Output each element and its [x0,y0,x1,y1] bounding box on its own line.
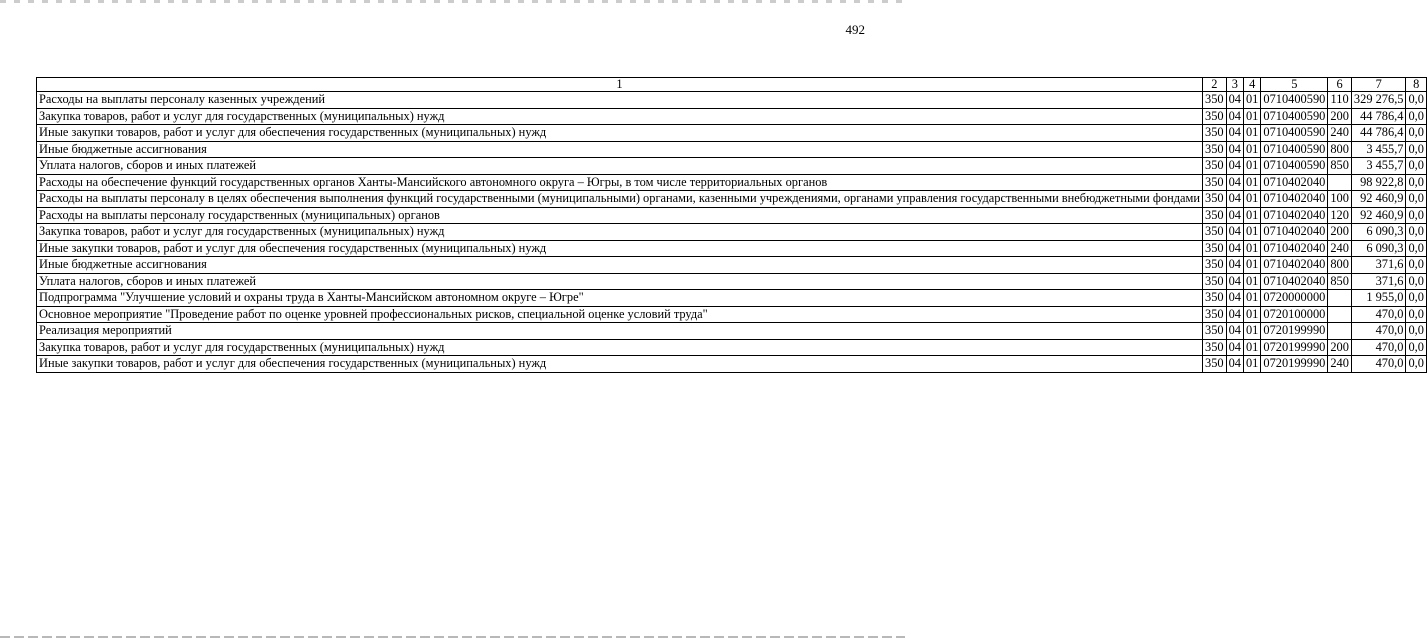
row-expense-type: 850 [1328,273,1352,290]
row-change: 0,0 [1406,158,1427,175]
row-subsection-code: 01 [1243,191,1260,208]
row-expense-type: 240 [1328,125,1352,142]
row-ministry-code: 350 [1203,108,1227,125]
row-change: 0,0 [1406,257,1427,274]
row-target-article: 0710402040 [1261,224,1328,241]
row-ministry-code: 350 [1203,92,1227,109]
table-header [37,78,1427,92]
row-change: 0,0 [1406,356,1427,373]
row-subsection-code: 01 [1243,125,1260,142]
row-subsection-code: 01 [1243,306,1260,323]
row-subsection-code: 01 [1243,290,1260,307]
row-target-article: 0720100000 [1261,306,1328,323]
budget-table [36,77,1427,373]
row-subsection-code: 01 [1243,273,1260,290]
row-target-article: 0710400590 [1261,141,1328,158]
row-target-article: 0720000000 [1261,290,1328,307]
table-row [37,158,1427,175]
table-row [37,306,1427,323]
row-expense-type: 100 [1328,191,1352,208]
row-section-code: 04 [1226,125,1243,142]
row-target-article: 0710402040 [1261,273,1328,290]
row-target-article: 0720199990 [1261,339,1328,356]
row-amount: 6 090,3 [1351,240,1406,257]
row-target-article: 0710400590 [1261,158,1328,175]
row-section-code: 04 [1226,191,1243,208]
row-section-code: 04 [1226,290,1243,307]
row-amount: 3 455,7 [1351,158,1406,175]
row-change: 0,0 [1406,273,1427,290]
page-number: 492 [845,22,865,37]
row-section-code: 04 [1226,108,1243,125]
row-change: 0,0 [1406,108,1427,125]
header-cell: 8 [1406,78,1427,92]
row-target-article: 0710402040 [1261,207,1328,224]
table-row [37,257,1427,274]
row-ministry-code: 350 [1203,224,1227,241]
row-expense-type: 800 [1328,257,1352,274]
row-subsection-code: 01 [1243,141,1260,158]
row-section-code: 04 [1226,339,1243,356]
row-section-code: 04 [1226,323,1243,340]
row-ministry-code: 350 [1203,174,1227,191]
row-section-code: 04 [1226,273,1243,290]
row-description: Подпрограмма "Улучшение условий и охраны труда в Ханты-Мансийском автономном округе – Югре" [37,290,1203,307]
row-expense-type: 200 [1328,339,1352,356]
row-section-code: 04 [1226,257,1243,274]
row-description: Уплата налогов, сборов и иных платежей [37,273,1203,290]
row-expense-type: 850 [1328,158,1352,175]
row-description: Расходы на обеспечение функций государственных органов Ханты-Мансийского автономного округа – Югры, в том числе территориальных органов [37,174,1203,191]
row-change: 0,0 [1406,141,1427,158]
row-amount: 470,0 [1351,323,1406,340]
header-cell: 6 [1328,78,1352,92]
row-description: Основное мероприятие "Проведение работ по оценке уровней профессиональных рисков, специальной оценке условий труда" [37,306,1203,323]
row-description: Иные бюджетные ассигнования [37,141,1203,158]
table-row [37,92,1427,109]
row-expense-type [1328,174,1352,191]
row-description: Закупка товаров, работ и услуг для государственных (муниципальных) нужд [37,339,1203,356]
row-target-article: 0710402040 [1261,257,1328,274]
row-change: 0,0 [1406,207,1427,224]
table-row [37,273,1427,290]
row-section-code: 04 [1226,224,1243,241]
row-ministry-code: 350 [1203,125,1227,142]
row-target-article: 0710400590 [1261,108,1328,125]
row-ministry-code: 350 [1203,158,1227,175]
row-amount: 371,6 [1351,257,1406,274]
row-expense-type: 800 [1328,141,1352,158]
row-change: 0,0 [1406,125,1427,142]
row-amount: 329 276,5 [1351,92,1406,109]
table-row [37,323,1427,340]
header-cell: 2 [1203,78,1227,92]
row-section-code: 04 [1226,306,1243,323]
row-amount: 371,6 [1351,273,1406,290]
row-amount: 470,0 [1351,339,1406,356]
table-row [37,191,1427,208]
row-description: Уплата налогов, сборов и иных платежей [37,158,1203,175]
table-row [37,339,1427,356]
row-description: Расходы на выплаты персоналу в целях обеспечения выполнения функций государственными (муниципальными) органами, казенными учреждениями, органами управления государственными внебюджетными фондами [37,191,1203,208]
row-target-article: 0720199990 [1261,323,1328,340]
row-change: 0,0 [1406,191,1427,208]
row-description: Иные бюджетные ассигнования [37,257,1203,274]
row-section-code: 04 [1226,141,1243,158]
header-row [37,78,1427,92]
header-cell: 3 [1226,78,1243,92]
row-target-article: 0710402040 [1261,240,1328,257]
row-subsection-code: 01 [1243,174,1260,191]
row-target-article: 0720199990 [1261,356,1328,373]
table-body [37,92,1427,373]
row-amount: 3 455,7 [1351,141,1406,158]
row-amount: 92 460,9 [1351,191,1406,208]
row-section-code: 04 [1226,240,1243,257]
row-expense-type [1328,290,1352,307]
row-amount: 44 786,4 [1351,125,1406,142]
table-row [37,108,1427,125]
table-row [37,224,1427,241]
header-cell: 1 [37,78,1203,92]
row-change: 0,0 [1406,339,1427,356]
row-change: 0,0 [1406,290,1427,307]
header-cell: 7 [1351,78,1406,92]
row-subsection-code: 01 [1243,108,1260,125]
table-row [37,141,1427,158]
row-description: Иные закупки товаров, работ и услуг для обеспечения государственных (муниципальных) нужд [37,240,1203,257]
row-subsection-code: 01 [1243,224,1260,241]
row-subsection-code: 01 [1243,323,1260,340]
row-subsection-code: 01 [1243,158,1260,175]
row-amount: 98 922,8 [1351,174,1406,191]
row-section-code: 04 [1226,92,1243,109]
row-description: Расходы на выплаты персоналу государственных (муниципальных) органов [37,207,1203,224]
table-row [37,290,1427,307]
row-amount: 6 090,3 [1351,224,1406,241]
row-change: 0,0 [1406,240,1427,257]
row-ministry-code: 350 [1203,290,1227,307]
row-section-code: 04 [1226,356,1243,373]
row-expense-type: 200 [1328,108,1352,125]
row-ministry-code: 350 [1203,207,1227,224]
row-description: Реализация мероприятий [37,323,1203,340]
scan-edge-top [0,0,905,3]
table-row [37,207,1427,224]
row-subsection-code: 01 [1243,339,1260,356]
row-subsection-code: 01 [1243,240,1260,257]
row-target-article: 0710402040 [1261,174,1328,191]
row-expense-type: 240 [1328,356,1352,373]
row-ministry-code: 350 [1203,191,1227,208]
row-expense-type: 110 [1328,92,1352,109]
row-target-article: 0710400590 [1261,92,1328,109]
row-section-code: 04 [1226,174,1243,191]
row-expense-type: 200 [1328,224,1352,241]
row-ministry-code: 350 [1203,356,1227,373]
row-section-code: 04 [1226,158,1243,175]
row-change: 0,0 [1406,174,1427,191]
row-description: Расходы на выплаты персоналу казенных учреждений [37,92,1203,109]
row-description: Иные закупки товаров, работ и услуг для обеспечения государственных (муниципальных) нужд [37,356,1203,373]
row-subsection-code: 01 [1243,207,1260,224]
row-ministry-code: 350 [1203,339,1227,356]
row-change: 0,0 [1406,92,1427,109]
row-ministry-code: 350 [1203,257,1227,274]
header-cell: 5 [1261,78,1328,92]
row-ministry-code: 350 [1203,323,1227,340]
scan-edge-bottom [0,636,905,638]
row-subsection-code: 01 [1243,356,1260,373]
row-description: Закупка товаров, работ и услуг для государственных (муниципальных) нужд [37,224,1203,241]
table-row [37,174,1427,191]
row-expense-type [1328,323,1352,340]
table-row [37,240,1427,257]
row-section-code: 04 [1226,207,1243,224]
row-amount: 470,0 [1351,356,1406,373]
row-change: 0,0 [1406,306,1427,323]
row-amount: 1 955,0 [1351,290,1406,307]
table-row [37,125,1427,142]
row-subsection-code: 01 [1243,257,1260,274]
row-amount: 92 460,9 [1351,207,1406,224]
row-target-article: 0710402040 [1261,191,1328,208]
row-amount: 470,0 [1351,306,1406,323]
row-ministry-code: 350 [1203,306,1227,323]
row-ministry-code: 350 [1203,141,1227,158]
table-row [37,356,1427,373]
row-change: 0,0 [1406,224,1427,241]
row-description: Иные закупки товаров, работ и услуг для обеспечения государственных (муниципальных) нужд [37,125,1203,142]
row-subsection-code: 01 [1243,92,1260,109]
row-ministry-code: 350 [1203,240,1227,257]
row-expense-type: 120 [1328,207,1352,224]
row-expense-type [1328,306,1352,323]
row-change: 0,0 [1406,323,1427,340]
row-expense-type: 240 [1328,240,1352,257]
row-target-article: 0710400590 [1261,125,1328,142]
row-description: Закупка товаров, работ и услуг для государственных (муниципальных) нужд [37,108,1203,125]
row-amount: 44 786,4 [1351,108,1406,125]
header-cell: 4 [1243,78,1260,92]
row-ministry-code: 350 [1203,273,1227,290]
